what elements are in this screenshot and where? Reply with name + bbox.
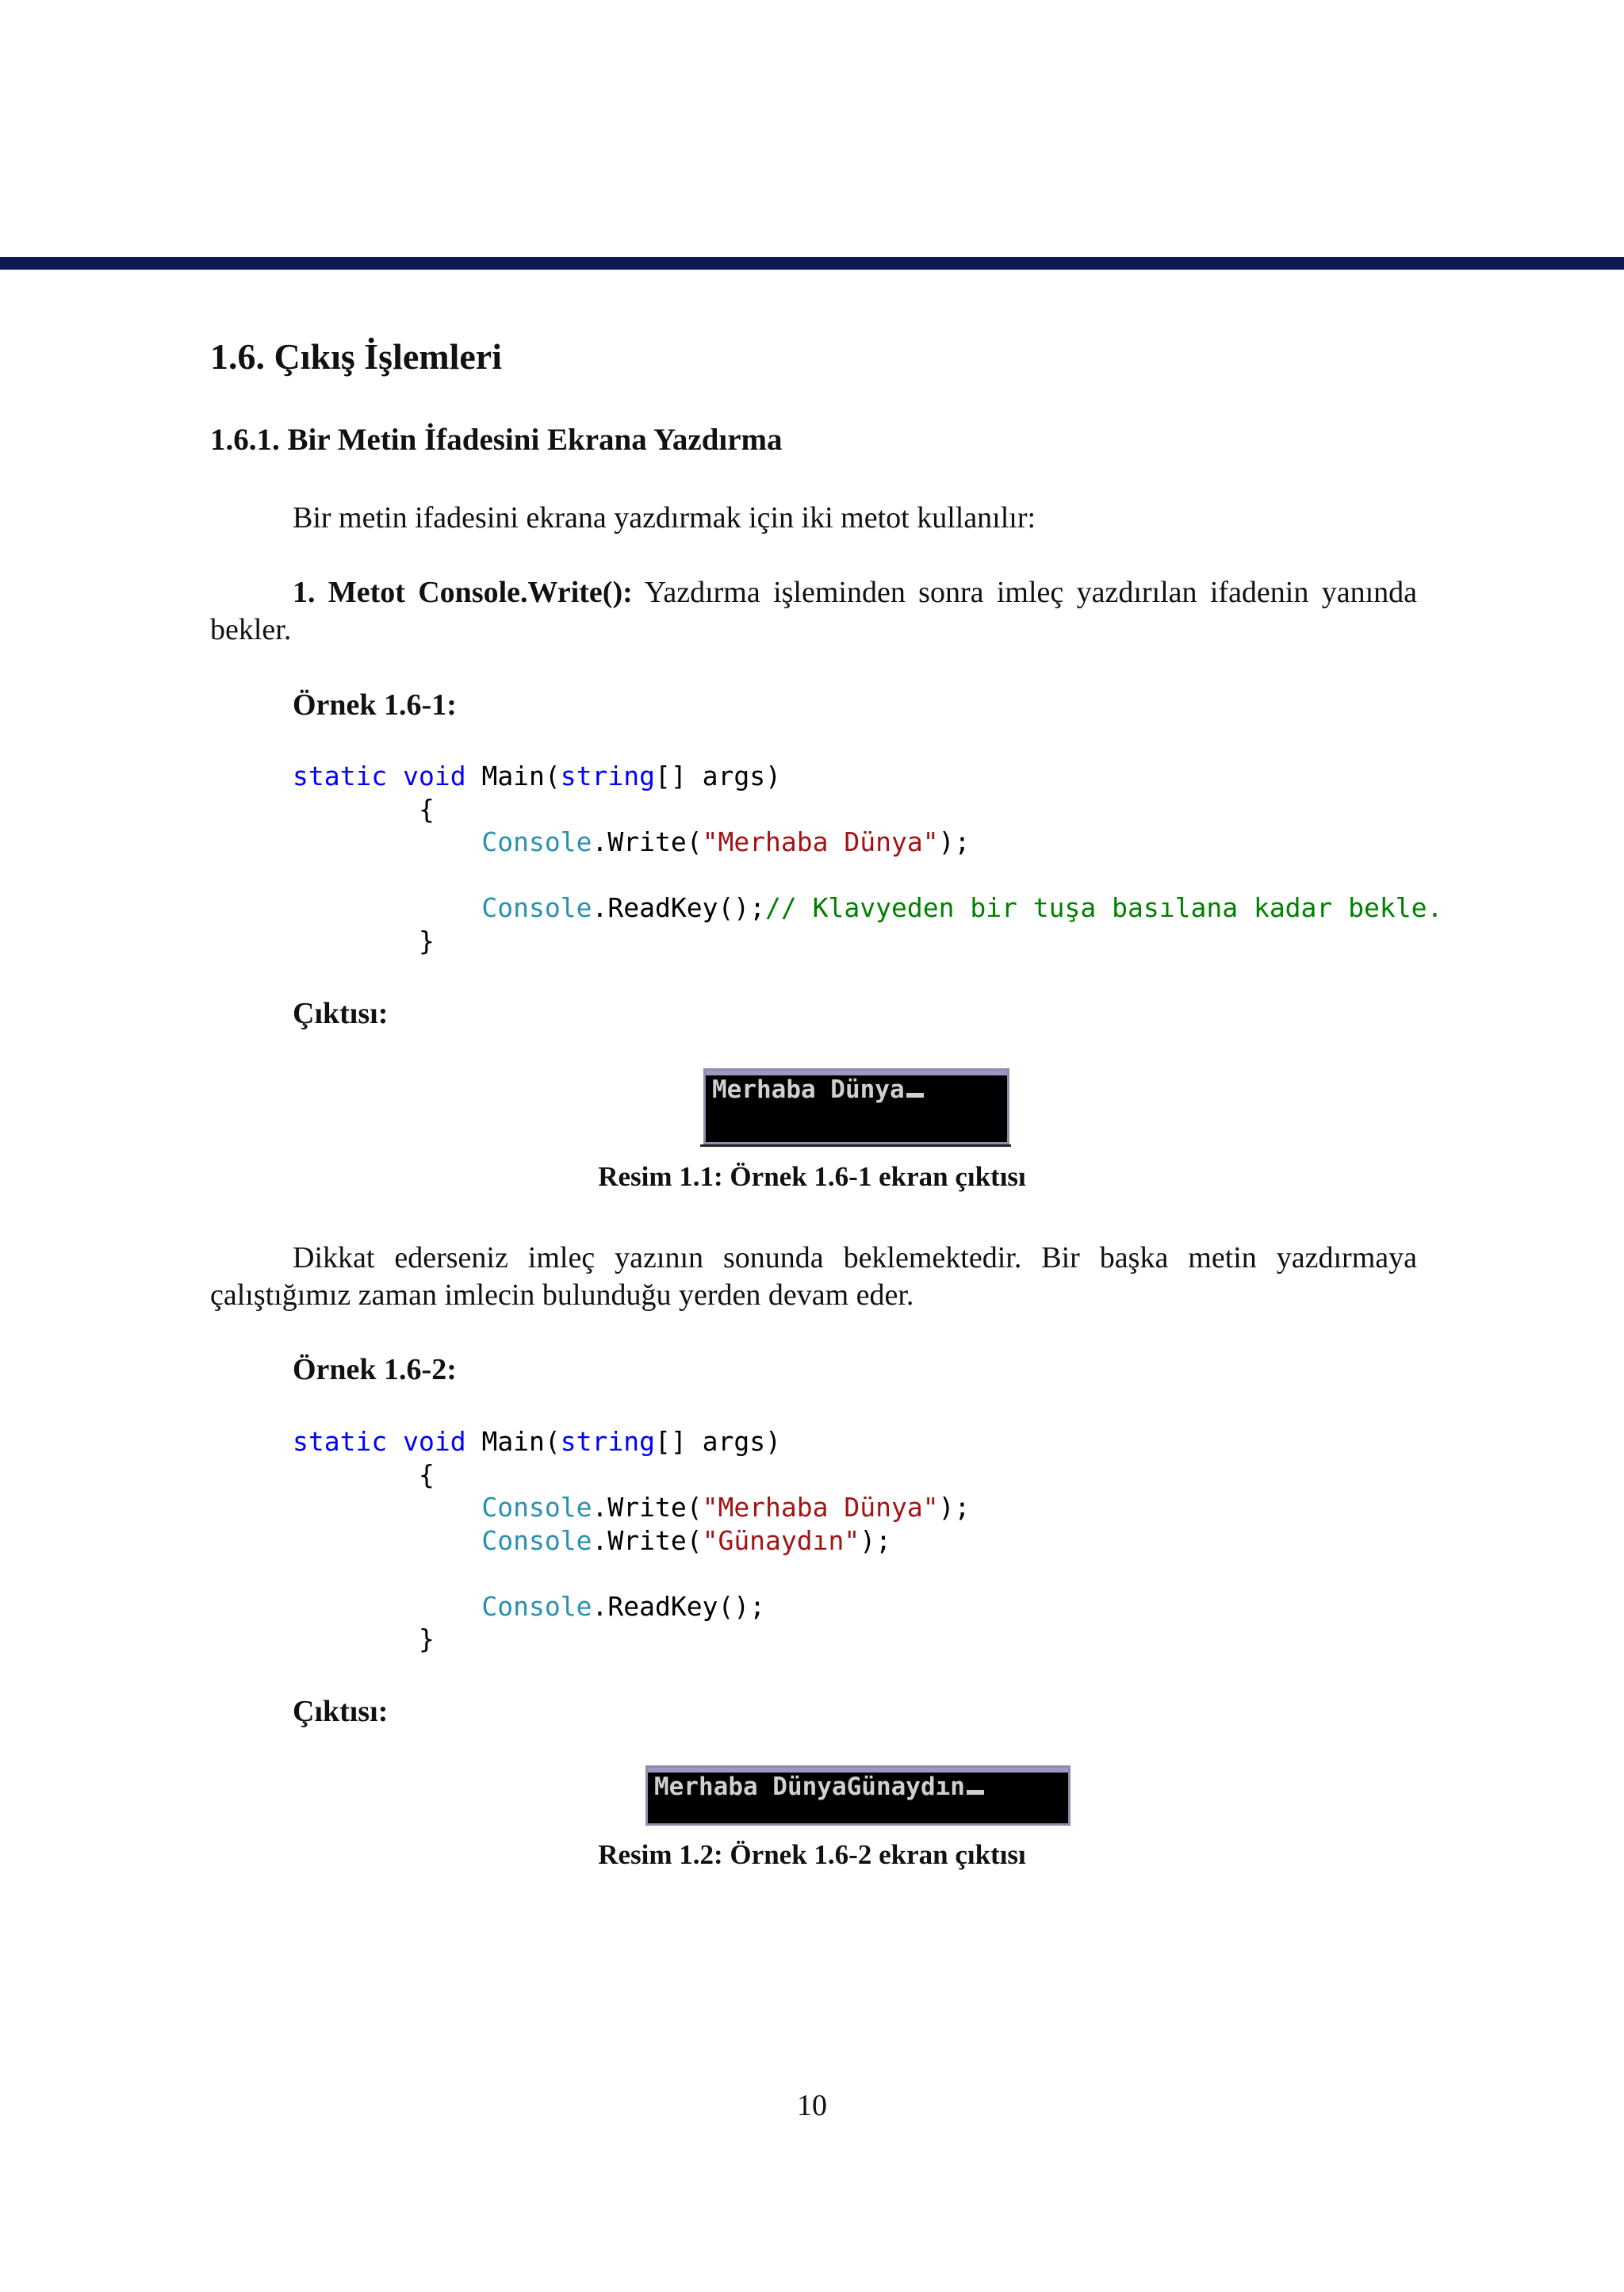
figure-caption-2: Resim 1.2: Örnek 1.6-2 ekran çıktısı <box>598 1839 1026 1870</box>
intro-paragraph: Bir metin ifadesini ekrana yazdırmak için iki metot kullanılır: <box>293 501 1036 535</box>
method1-paragraph: 1. Metot Console.Write(): Yazdırma işleminden sonra imleç yazdırılan ifadenin yanında bekler. <box>210 576 1417 646</box>
console-output-1 <box>703 1068 1009 1144</box>
page-number: 10 <box>797 2089 827 2122</box>
explanation-paragraph: Dikkat ederseniz imleç yazının sonunda beklemektedir. Bir başka metin yazdırmaya çalıştığımız zaman imlecin bulunduğu yerden devam eder. <box>210 1241 1417 1312</box>
console-output-2 <box>645 1765 1071 1826</box>
figure-caption-1: Resim 1.1: Örnek 1.6-1 ekran çıktısı <box>598 1161 1026 1192</box>
example1-output-label: Çıktısı: <box>293 997 389 1030</box>
cursor-icon <box>967 1790 984 1795</box>
example1-label: Örnek 1.6-1: <box>293 688 457 722</box>
console-text-1: Merhaba Dünya <box>712 1075 905 1104</box>
example2-label: Örnek 1.6-2: <box>293 1353 457 1386</box>
cursor-icon <box>906 1093 924 1098</box>
header-rule <box>0 257 1624 270</box>
section-title: 1.6. Çıkış İşlemleri <box>210 336 502 377</box>
method1-term: 1. Metot Console.Write(): <box>293 576 633 609</box>
console-text-2: Merhaba DünyaGünaydın <box>654 1773 965 1801</box>
subsection-title: 1.6.1. Bir Metin İfadesini Ekrana Yazdırma <box>210 423 783 457</box>
console-shadow-1 <box>700 1144 1011 1147</box>
example1-code: static void Main(string[] args) { Console.Write("Merhaba Dünya"); Console.ReadKey();// Klavyeden bir tuşa basılana kadar bekle. } <box>293 761 1443 956</box>
example2-code: static void Main(string[] args) { Console.Write("Merhaba Dünya"); Console.Write("Günaydın"); Console.ReadKey(); } <box>293 1426 971 1654</box>
example2-output-label: Çıktısı: <box>293 1695 389 1728</box>
